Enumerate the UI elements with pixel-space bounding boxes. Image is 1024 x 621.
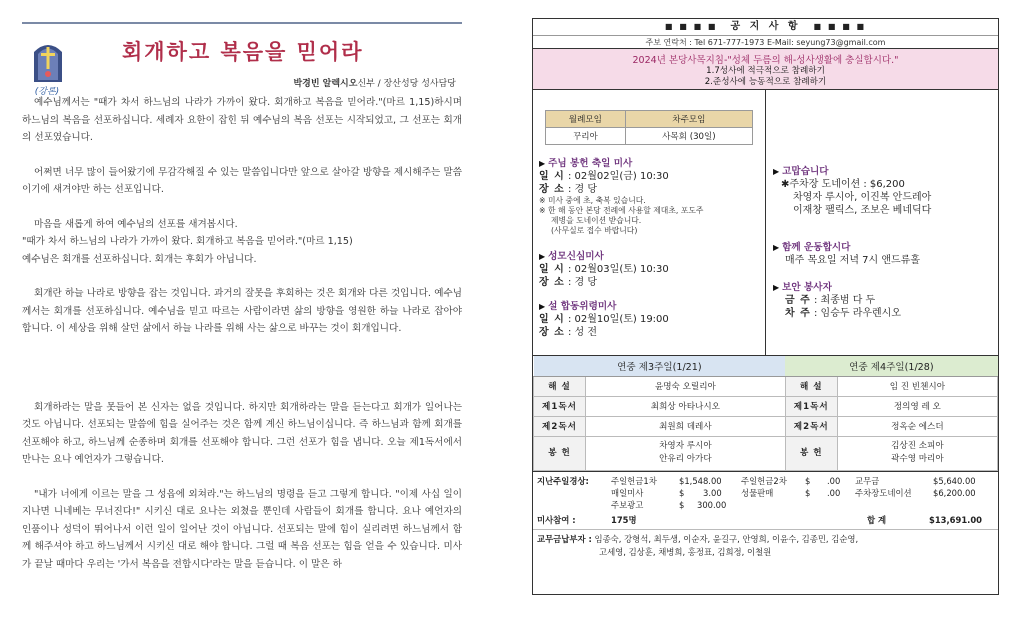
thanks-line: 차영자 루시아, 이진복 안드레아 — [793, 192, 932, 203]
sermon-paragraph: 예수님은 회개를 선포하십니다. 회개는 후회가 아닙니다. — [22, 253, 257, 265]
role-label: 제1독서 — [534, 396, 586, 416]
value: : 02월02일(금) 10:30 — [568, 171, 669, 182]
triangle-bullet-icon: ▶ — [773, 167, 780, 176]
emblem-caption: (강론) — [34, 87, 60, 97]
notice-note: 제병을 도네이션 받습니다. — [551, 216, 642, 225]
finance-amount: $ — [805, 475, 811, 486]
header-squares-right: ■ ■ ■ ■ — [813, 22, 867, 31]
notice-note: (사무실로 접수 바랍니다) — [551, 226, 638, 235]
sermon-byline — [293, 76, 456, 89]
finance-label: 지난주일경상: — [537, 475, 589, 486]
finance-amount: $6,200.00 — [933, 487, 976, 498]
finance-amount: .00 — [827, 487, 841, 498]
attendance-label: 미사참여 : — [537, 514, 576, 525]
byline-role: 신부 / 장산성당 성사담당 — [357, 79, 456, 89]
role-label: 봉 헌 — [785, 436, 837, 470]
offertory-person: 김상진 소피아 — [891, 441, 944, 451]
label: 일 시 — [539, 171, 565, 182]
total-value: $13,691.00 — [929, 514, 982, 525]
notice-note: ※ 미사 중에 초, 축복 있습니다. — [539, 196, 646, 205]
week1-header: 연중 제3주일(1/21) — [534, 356, 786, 376]
value: : 최종범 다 두 — [814, 295, 876, 306]
finance-item: 주차장도네이션 — [855, 487, 912, 498]
role-label: 봉 헌 — [534, 436, 586, 470]
week1-person: 최희상 아타나시오 — [586, 396, 786, 416]
role-label: 제2독서 — [534, 416, 586, 436]
byline-name: 박경빈 알렉시오 — [293, 79, 358, 89]
notice-title: 보안 봉사자 — [782, 282, 832, 293]
finance-item: 성물판매 — [741, 487, 774, 498]
finance-amount: 300.00 — [697, 499, 727, 510]
week2-person — [837, 436, 997, 470]
notice-title: 성모신심미사 — [548, 251, 604, 262]
sermon-column — [22, 8, 462, 618]
finance-item: 주일헌금2차 — [741, 475, 787, 486]
meeting-header: 차주모임 — [625, 111, 752, 128]
finance-amount: $ — [805, 487, 811, 498]
table-row — [534, 416, 998, 436]
meeting-value: 꾸리아 — [546, 128, 626, 145]
role-label: 제1독서 — [785, 396, 837, 416]
value: : 02월10일(토) 19:00 — [568, 314, 669, 325]
week1-person: 최원희 데레사 — [586, 416, 786, 436]
meeting-value: 사목회 (30일) — [625, 128, 752, 145]
notice-title: 함께 운동합시다 — [782, 242, 851, 253]
notice-exercise — [773, 242, 997, 267]
bulletin-panel — [532, 18, 999, 595]
donor-names: 고세영, 김상훈, 채병희, 홍정표, 김희정, 이철원 — [599, 546, 772, 557]
triangle-bullet-icon: ▶ — [539, 252, 546, 261]
week2-person: 정의영 레 오 — [837, 396, 997, 416]
finance-amount: 3.00 — [703, 487, 722, 498]
offertory-person: 차영자 루시아 — [659, 441, 712, 451]
triangle-bullet-icon: ▶ — [773, 283, 780, 292]
offertory-person: 곽수영 마리아 — [891, 454, 944, 464]
liturgy-schedule-table — [533, 356, 998, 471]
pastoral-guideline — [533, 49, 998, 90]
triangle-bullet-icon: ▶ — [539, 302, 546, 311]
label: 금 주 — [785, 295, 811, 306]
finance-item: 매일미사 — [611, 487, 644, 498]
notice-title: 주님 봉헌 축일 미사 — [548, 158, 633, 169]
pastoral-title: 2024년 본당사목지침-"성체 두름의 해-성사생활에 충실합시다." — [632, 55, 899, 66]
week2-person: 정옥순 에스더 — [837, 416, 997, 436]
notice-marian-mass — [539, 251, 763, 289]
finance-amount: .00 — [827, 475, 841, 486]
finance-item: 교무금 — [855, 475, 880, 486]
bulletin-contact: 주보 연락처 : Tel 671-777-1973 E-Mail: seyung73@gmail.com — [533, 36, 998, 49]
week1-person: 윤명숙 오릴리아 — [586, 376, 786, 396]
notice-note: ※ 한 해 동안 본당 전례에 사용할 제대초, 포도주 — [539, 206, 704, 215]
attendance-value: 175명 — [611, 514, 637, 525]
label: 일 시 — [539, 314, 565, 325]
donor-names: 임종숙, 강형석, 최두생, 이순자, 윤길구, 안영희, 이윤수, 김종민, 김순영, — [594, 533, 859, 544]
finance-amount: $ — [679, 487, 685, 498]
offertory-person: 안유리 아가다 — [659, 454, 712, 464]
sermon-paragraph: 어쩌면 너무 많이 들어왔기에 무감각해질 수 있는 말씀입니다만 앞으로 살아갈 방향을 제시해주는 말씀이기에 새겨야만 하는 선포입니다. — [22, 166, 462, 195]
notice-title: 고맙습니다 — [782, 166, 829, 177]
finance-item: 주보광고 — [611, 499, 644, 510]
notice-mass-presentation — [539, 158, 763, 236]
exercise-line: 매주 목요일 저녁 7시 앤드류홀 — [785, 255, 920, 266]
week2-person: 임 진 빈첸시아 — [837, 376, 997, 396]
finance-amount: $ — [679, 499, 685, 510]
table-row — [534, 376, 998, 396]
table-row — [534, 436, 998, 470]
church-emblem-icon — [30, 38, 66, 84]
meeting-header: 월례모임 — [546, 111, 626, 128]
notice-title: 공 지 사 항 — [730, 21, 801, 32]
sermon-quote: "때가 차서 하느님의 나라가 가까이 왔다. 회개하고 복음을 믿어라."(마르 1,15) — [22, 236, 353, 247]
donor-label: 교무금납부자 : — [537, 533, 592, 544]
meeting-table — [545, 110, 753, 145]
triangle-bullet-icon: ▶ — [773, 243, 780, 252]
triangle-bullet-icon: ▶ — [539, 159, 546, 168]
notice-security — [773, 282, 997, 320]
sermon-paragraph: 예수님께서는 "때가 차서 하느님의 나라가 가까이 왔다. 회개하고 복음을 믿어라."(마르 1,15)하시며 하느님의 복음을 선포하십니다. 세례자 요한이 잡힌 뒤 예수님의 복음 선포는 시작되었고, 그 선포는 회개의 선포였습니다. — [22, 97, 462, 143]
notice-memorial-mass — [539, 301, 763, 339]
table-row — [534, 396, 998, 416]
notice-thanks — [773, 166, 997, 217]
notice-title: 설 합동위령미사 — [548, 301, 617, 312]
label: 차 주 — [785, 308, 811, 319]
role-label: 해 설 — [785, 376, 837, 396]
sermon-paragraph: 회개하라는 말을 못들어 본 신자는 없을 것입니다. 하지만 회개하라는 말을 듣는다고 회개가 일어나는 것도 아닙니다. 선포되는 말씀에 힘을 실어주는 것은 함께 계신 하느님이십니다. 즉 하느님과 함께 회개를 선포해야 하고, 하느님께 순종하며 회개를 선포해야 합니다. 그런 선포가 힘을 냅니다. 오늘 제1독서에서 만나는 요나 예언자가 그렇습니다. — [22, 401, 462, 465]
notice-header — [533, 19, 998, 36]
value: : 02월03일(토) 10:30 — [568, 264, 669, 275]
sermon-title: 회개하고 복음을 믿어라 — [122, 40, 364, 64]
label: 장 소 — [539, 327, 565, 338]
label: 장 소 — [539, 184, 565, 195]
label: 장 소 — [539, 277, 565, 288]
week2-header: 연중 제4주일(1/28) — [785, 356, 997, 376]
value: : 성 전 — [568, 327, 598, 338]
total-label: 합 계 — [867, 514, 887, 525]
week1-person — [586, 436, 786, 470]
pastoral-item: 2.준성사에 능동적으로 참례하기 — [704, 77, 827, 87]
finance-amount: $1,548.00 — [679, 475, 722, 486]
notices-section — [533, 90, 998, 356]
thanks-line: ✱주차장 도네이션 : $6,200 — [781, 179, 905, 190]
finance-item: 주일헌금1차 — [611, 475, 657, 486]
finance-amount: $5,640.00 — [933, 475, 976, 486]
donor-list — [533, 529, 998, 562]
value: : 임승두 라우렌시오 — [814, 308, 902, 319]
sermon-top-rule — [22, 22, 462, 24]
thanks-line: 이재창 팰릭스, 조보은 베네딕다 — [793, 205, 932, 216]
value: : 경 당 — [568, 184, 598, 195]
label: 일 시 — [539, 264, 565, 275]
value: : 경 당 — [568, 277, 598, 288]
sermon-body — [22, 94, 462, 590]
role-label: 해 설 — [534, 376, 586, 396]
header-squares-left: ■ ■ ■ ■ — [664, 22, 718, 31]
pastoral-item: 1.7성사에 적극적으로 참례하기 — [706, 66, 825, 76]
finance-summary — [533, 471, 998, 529]
sermon-paragraph: 마음을 새롭게 하여 예수님의 선포를 새겨봅시다. — [34, 218, 238, 230]
sermon-paragraph: "내가 너에게 이르는 말을 그 성읍에 외쳐라."는 하느님의 명령을 듣고 그렇게 합니다. "이제 사십 일이 지나면 니네베는 무너진다!" 시키신 대로 요나는 외쳤을 뿐인데 사람들이 회개를 합니다. 요나 예언자의 인품이나 성덕이 뛰어나서 이런 일이 일어난 것이 아닙니다. 선포되는 말에 힘이 실리려면 하느님께서 함께 해주셔야 하고 하느님께서 시키신 대로 해야 합니다. 그럴 때 복음 선포는 힘을 얻을 수 있습니다. 미사가 끝날 때마다 우리는 '가서 복음을 전합시다'라는 말을 듣습니다. 이 말은 하 — [22, 488, 462, 570]
role-label: 제2독서 — [785, 416, 837, 436]
sermon-paragraph: 회개란 하늘 나라로 방향을 잡는 것입니다. 과거의 잘못을 후회하는 것은 회개와 다른 것입니다. 예수님께서는 회개를 선포하십니다. 예수님을 믿고 따르는 사람이라면 삶의 방향을 영원한 하늘 나라로 잡아야 합니다. 이 세상을 위해 살던 삶에서 하늘 나라를 위해 사는 삶으로 바꾸는 것이 회개입니다. — [22, 288, 462, 334]
